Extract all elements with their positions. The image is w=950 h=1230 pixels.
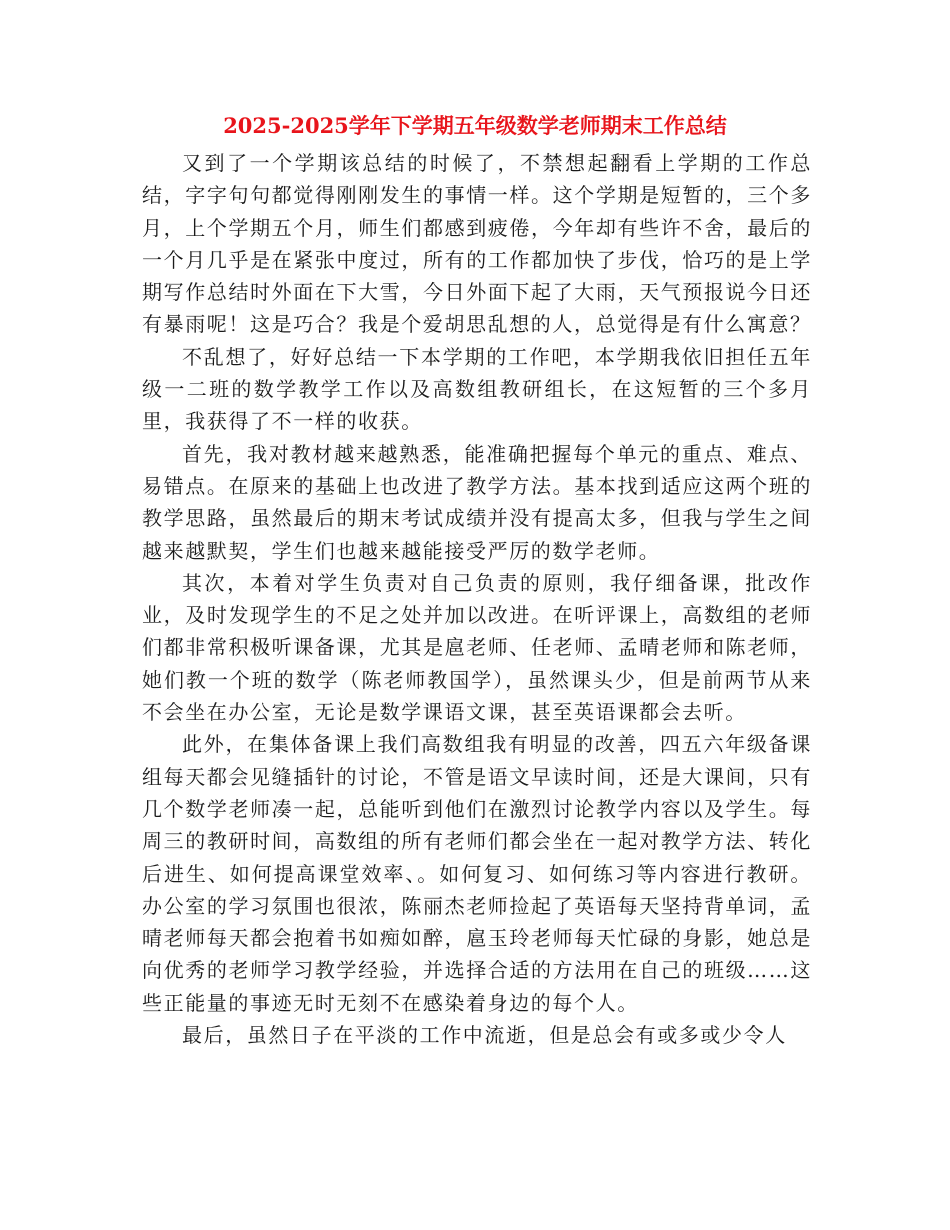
document-title: 2025-2025学年下学期五年级数学老师期末工作总结 xyxy=(223,113,727,138)
paragraph-finally: 最后，虽然日子在平淡的工作中流逝，但是总会有或多或少令人 xyxy=(182,1023,787,1048)
paragraph-second: 其次，本着对学生负责对自己负责的原则，我仔细备课，批改作业，及时发现学生的不足之处并加以改进。在听评课上，高数组的老师们都非常积极听课备课，尤其是扈老师、任老师、孟晴老师和陈老师，她们教一个班的数学（陈老师教国学），虽然课头少，但是前两节从来不会坐在办公室，无论是数学课语文课，甚至英语课都会去听。 xyxy=(142,570,812,725)
paragraph-first: 首先，我对教材越来越熟悉，能准确把握每个单元的重点、难点、易错点。在原来的基础上也改进了教学方法。基本找到适应这两个班的教学思路，虽然最后的期末考试成绩并没有提高太多，但我与学生之间越来越默契，学生们也越来越能接受严厉的数学老师。 xyxy=(142,441,812,563)
paragraph-intro: 又到了一个学期该总结的时候了，不禁想起翻看上学期的工作总结，字字句句都觉得刚刚发生的事情一样。这个学期是短暂的，三个多月，上个学期五个月，师生们都感到疲倦，今年却有些许不舍，最后的一个月几乎是在紧张中度过，所有的工作都加快了步伐，恰巧的是上学期写作总结时外面在下大雪，今日外面下起了大雨，天气预报说今日还有暴雨呢！这是巧合？我是个爱胡思乱想的人，总觉得是有什么寓意？ xyxy=(142,151,812,337)
paragraph-additionally: 此外，在集体备课上我们高数组我有明显的改善，四五六年级备课组每天都会见缝插针的讨论，不管是语文早读时间，还是大课间，只有几个数学老师凑一起，总能听到他们在激烈讨论教学内容以及学生。每周三的教研时间，高数组的所有老师们都会坐在一起对教学方法、转化后进生、如何提高课堂效率、。如何复习、如何练习等内容进行教研。办公室的学习氛围也很浓，陈丽杰老师捡起了英语每天坚持背单词，孟晴老师每天都会抱着书如痴如醉，扈玉玲老师每天忙碌的身影，她总是向优秀的老师学习教学经验，并选择合适的方法用在自己的班级……这些正能量的事迹无时无刻不在感染着身边的每个人。 xyxy=(142,732,812,1015)
paragraph-overview: 不乱想了，好好总结一下本学期的工作吧，本学期我依旧担任五年级一二班的数学教学工作以及高数组教研组长，在这短暂的三个多月里，我获得了不一样的收获。 xyxy=(142,344,812,434)
document-body xyxy=(142,147,812,1051)
